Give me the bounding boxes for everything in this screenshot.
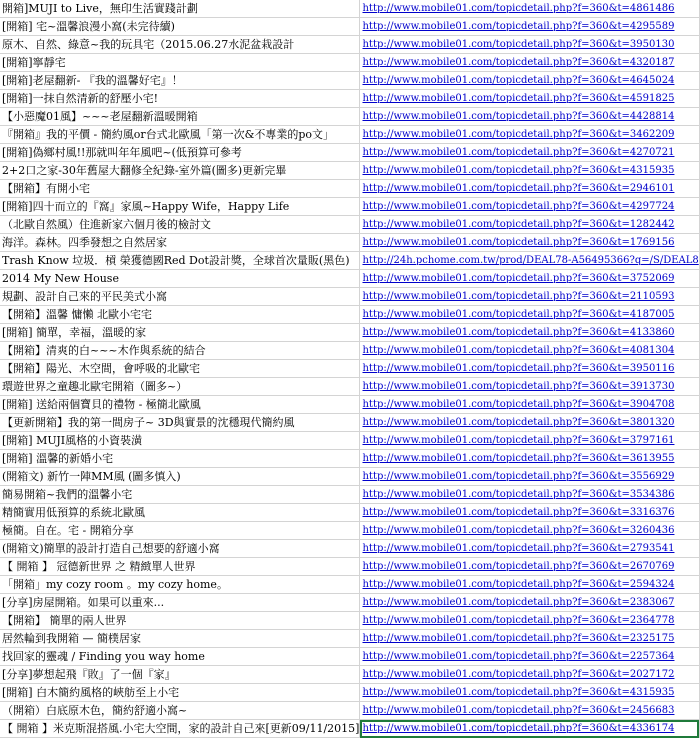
title-cell[interactable]: 2+2口之家-30年舊屋大翻修全紀錄-室外篇(圖多)更新完畢 bbox=[0, 162, 360, 180]
title-cell[interactable]: 極簡。自在。宅 - 開箱分享 bbox=[0, 522, 360, 540]
table-row bbox=[0, 450, 699, 468]
url-link-cell[interactable]: http://www.mobile01.com/topicdetail.php?f=360&t=3316376 bbox=[360, 504, 699, 522]
table-row bbox=[0, 198, 699, 216]
table-row bbox=[0, 36, 699, 54]
title-cell[interactable]: 開箱]MUJI to Live，無印生活實踐計劃 bbox=[0, 0, 360, 18]
table-row bbox=[0, 306, 699, 324]
url-link-cell[interactable]: http://www.mobile01.com/topicdetail.php?f=360&t=2110593 bbox=[360, 288, 699, 306]
title-cell[interactable]: [開箱] 溫馨的新婚小宅 bbox=[0, 450, 360, 468]
url-link-cell[interactable]: http://www.mobile01.com/topicdetail.php?f=360&t=2027172 bbox=[360, 666, 699, 684]
url-link-cell[interactable]: http://www.mobile01.com/topicdetail.php?f=360&t=4315935 bbox=[360, 162, 699, 180]
table-row bbox=[0, 144, 699, 162]
url-link-cell[interactable]: http://www.mobile01.com/topicdetail.php?f=360&t=3797161 bbox=[360, 432, 699, 450]
table-row bbox=[0, 90, 699, 108]
url-link-cell[interactable]: http://www.mobile01.com/topicdetail.php?f=360&t=3904708 bbox=[360, 396, 699, 414]
url-link-cell[interactable]: http://www.mobile01.com/topicdetail.php?f=360&t=3462209 bbox=[360, 126, 699, 144]
table-row bbox=[0, 180, 699, 198]
title-cell[interactable]: 【開箱】清爽的白~~~木作與系統的結合 bbox=[0, 342, 360, 360]
title-cell[interactable]: [開箱]老屋翻新- 『我的溫馨好宅』！ bbox=[0, 72, 360, 90]
title-cell[interactable]: 居然輪到我開箱 — 簡樸居家 bbox=[0, 630, 360, 648]
table-row bbox=[0, 18, 699, 36]
url-link-cell[interactable]: http://24h.pchome.com.tw/prod/DEAL78-A56495366?q=/S/DEAL8 bbox=[360, 252, 699, 270]
table-row bbox=[0, 252, 699, 270]
title-cell[interactable]: [開箱] MUJI風格的小資裝潢 bbox=[0, 432, 360, 450]
table-row bbox=[0, 666, 699, 684]
table-row bbox=[0, 0, 699, 18]
title-cell[interactable]: 簡易開箱~我們的溫馨小宅 bbox=[0, 486, 360, 504]
table-row bbox=[0, 576, 699, 594]
title-cell[interactable]: 海洋。森林。四季發想之自然居家 bbox=[0, 234, 360, 252]
url-link-cell[interactable]: http://www.mobile01.com/topicdetail.php?f=360&t=4297724 bbox=[360, 198, 699, 216]
url-link-cell[interactable]: http://www.mobile01.com/topicdetail.php?f=360&t=4861486 bbox=[360, 0, 699, 18]
table-row bbox=[0, 288, 699, 306]
table-row bbox=[0, 216, 699, 234]
table-row bbox=[0, 54, 699, 72]
table-row bbox=[0, 378, 699, 396]
title-cell[interactable]: [開箱] 送給兩個寶貝的禮物 - 極簡北歐風 bbox=[0, 396, 360, 414]
url-link-cell[interactable]: http://www.mobile01.com/topicdetail.php?f=360&t=3534386 bbox=[360, 486, 699, 504]
table-row bbox=[0, 72, 699, 90]
table-row bbox=[0, 162, 699, 180]
table-row bbox=[0, 594, 699, 612]
url-link-cell[interactable]: http://www.mobile01.com/topicdetail.php?f=360&t=4315935 bbox=[360, 684, 699, 702]
url-link-cell[interactable]: http://www.mobile01.com/topicdetail.php?f=360&t=4270721 bbox=[360, 144, 699, 162]
title-cell[interactable]: [開箱] 宅~溫馨浪漫小窩(未完待續) bbox=[0, 18, 360, 36]
url-link-cell[interactable]: http://www.mobile01.com/topicdetail.php?f=360&t=2946101 bbox=[360, 180, 699, 198]
title-cell[interactable]: 【 開箱 】米克斯混搭風.小宅大空間，家的設計自己來[更新09/11/2015] bbox=[0, 720, 360, 738]
table-row bbox=[0, 396, 699, 414]
table-row bbox=[0, 630, 699, 648]
url-link-cell[interactable]: http://www.mobile01.com/topicdetail.php?f=360&t=4428814 bbox=[360, 108, 699, 126]
url-link-cell[interactable]: http://www.mobile01.com/topicdetail.php?f=360&t=3556929 bbox=[360, 468, 699, 486]
title-cell[interactable]: 【開箱】有開小宅 bbox=[0, 180, 360, 198]
table-row bbox=[0, 126, 699, 144]
table-row bbox=[0, 432, 699, 450]
title-cell[interactable]: 【開箱】 簡單的兩人世界 bbox=[0, 612, 360, 630]
url-link-cell[interactable]: http://www.mobile01.com/topicdetail.php?f=360&t=1282442 bbox=[360, 216, 699, 234]
url-link-cell[interactable]: http://www.mobile01.com/topicdetail.php?f=360&t=3913730 bbox=[360, 378, 699, 396]
table-row bbox=[0, 468, 699, 486]
title-cell[interactable]: 規劃、設計自己來的平民美式小窩 bbox=[0, 288, 360, 306]
table-row bbox=[0, 558, 699, 576]
title-cell[interactable]: [開箱] 白木簡約風格的峽舫至上小宅 bbox=[0, 684, 360, 702]
url-link-cell[interactable]: http://www.mobile01.com/topicdetail.php?f=360&t=2670769 bbox=[360, 558, 699, 576]
title-cell[interactable]: （開箱）白底原木色，簡約舒適小窩~ bbox=[0, 702, 360, 720]
table-row bbox=[0, 504, 699, 522]
title-cell[interactable]: (開箱文)簡單的設計打造自己想要的舒適小窩 bbox=[0, 540, 360, 558]
table-row bbox=[0, 540, 699, 558]
url-link-cell[interactable]: http://www.mobile01.com/topicdetail.php?f=360&t=1769156 bbox=[360, 234, 699, 252]
url-link-cell[interactable]: http://www.mobile01.com/topicdetail.php?f=360&t=3613955 bbox=[360, 450, 699, 468]
table-row bbox=[0, 414, 699, 432]
table-row bbox=[0, 522, 699, 540]
title-cell[interactable]: [開箱]四十而立的『窩』家風~Happy Wife，Happy Life bbox=[0, 198, 360, 216]
url-link-cell[interactable]: http://www.mobile01.com/topicdetail.php?f=360&t=4336174 bbox=[360, 720, 699, 738]
title-cell[interactable]: 【開箱】溫馨 慵懶 北歐小宅宅 bbox=[0, 306, 360, 324]
url-link-cell[interactable]: http://www.mobile01.com/topicdetail.php?f=360&t=4187005 bbox=[360, 306, 699, 324]
title-cell[interactable]: [開箱] 簡單，幸福，溫暖的家 bbox=[0, 324, 360, 342]
url-link-cell[interactable]: http://www.mobile01.com/topicdetail.php?f=360&t=3950130 bbox=[360, 36, 699, 54]
url-link-cell[interactable]: http://www.mobile01.com/topicdetail.php?f=360&t=2793541 bbox=[360, 540, 699, 558]
title-cell[interactable]: [開箱]偽鄉村風!!那就叫年年風吧~(低預算可參考 bbox=[0, 144, 360, 162]
url-link-cell[interactable]: http://www.mobile01.com/topicdetail.php?f=360&t=4295589 bbox=[360, 18, 699, 36]
url-link-cell[interactable]: http://www.mobile01.com/topicdetail.php?f=360&t=2257364 bbox=[360, 648, 699, 666]
table-row bbox=[0, 486, 699, 504]
url-link-cell[interactable]: http://www.mobile01.com/topicdetail.php?f=360&t=3950116 bbox=[360, 360, 699, 378]
title-cell[interactable]: 【 開箱 】 冠德新世界 之 精緻單人世界 bbox=[0, 558, 360, 576]
title-cell[interactable]: [開箱]寧靜宅 bbox=[0, 54, 360, 72]
table-row bbox=[0, 342, 699, 360]
table-row bbox=[0, 360, 699, 378]
table-row bbox=[0, 234, 699, 252]
title-cell[interactable]: 【開箱】陽光、木空間，會呼吸的北歐宅 bbox=[0, 360, 360, 378]
table-row bbox=[0, 648, 699, 666]
url-link-cell[interactable]: http://www.mobile01.com/topicdetail.php?f=360&t=2594324 bbox=[360, 576, 699, 594]
title-cell[interactable]: Trash Know 垃圾．槓 榮獲德國Red Dot設計獎，全球首次量販(黑色) bbox=[0, 252, 360, 270]
table-row bbox=[0, 108, 699, 126]
title-cell[interactable]: 『開箱』我的平價 - 簡約風or台式北歐風「第一次&不專業的po文」 bbox=[0, 126, 360, 144]
url-link-cell[interactable]: http://www.mobile01.com/topicdetail.php?f=360&t=3260436 bbox=[360, 522, 699, 540]
url-link-cell[interactable]: http://www.mobile01.com/topicdetail.php?f=360&t=3801320 bbox=[360, 414, 699, 432]
url-link-cell[interactable]: http://www.mobile01.com/topicdetail.php?f=360&t=4645024 bbox=[360, 72, 699, 90]
url-link-cell[interactable]: http://www.mobile01.com/topicdetail.php?f=360&t=3752069 bbox=[360, 270, 699, 288]
title-cell[interactable]: （北歐自然風）住進新家六個月後的檢討文 bbox=[0, 216, 360, 234]
title-cell[interactable]: 環遊世界之童趣北歐宅開箱（圖多~） bbox=[0, 378, 360, 396]
url-link-cell[interactable]: http://www.mobile01.com/topicdetail.php?f=360&t=4320187 bbox=[360, 54, 699, 72]
table-row bbox=[0, 324, 699, 342]
title-cell[interactable]: 找回家的靈魂 / Finding you way home bbox=[0, 648, 360, 666]
url-link-cell[interactable]: http://www.mobile01.com/topicdetail.php?f=360&t=2325175 bbox=[360, 630, 699, 648]
title-cell[interactable]: 精簡實用低預算的系統北歐風 bbox=[0, 504, 360, 522]
url-link-cell[interactable]: http://www.mobile01.com/topicdetail.php?f=360&t=2364778 bbox=[360, 612, 699, 630]
table-row bbox=[0, 270, 699, 288]
title-cell[interactable]: [分享]房屋開箱。如果可以重來... bbox=[0, 594, 360, 612]
url-link-cell[interactable]: http://www.mobile01.com/topicdetail.php?f=360&t=4081304 bbox=[360, 342, 699, 360]
title-cell[interactable]: 【小惡魔01風】~~~老屋翻新溫暖開箱 bbox=[0, 108, 360, 126]
url-link-cell[interactable]: http://www.mobile01.com/topicdetail.php?f=360&t=4591825 bbox=[360, 90, 699, 108]
table-row bbox=[0, 684, 699, 702]
table-row bbox=[0, 702, 699, 720]
url-link-cell[interactable]: http://www.mobile01.com/topicdetail.php?f=360&t=4133860 bbox=[360, 324, 699, 342]
url-link-cell[interactable]: http://www.mobile01.com/topicdetail.php?f=360&t=2383067 bbox=[360, 594, 699, 612]
title-cell[interactable]: 原木、自然、綠意~我的玩具宅（2015.06.27水泥盆栽設計 bbox=[0, 36, 360, 54]
title-cell[interactable]: 【更新開箱】我的第一間房子~ 3D與實景的沈穩現代簡約風 bbox=[0, 414, 360, 432]
title-cell[interactable]: (開箱文) 新竹一陣MM風 (圖多慎入) bbox=[0, 468, 360, 486]
table-row bbox=[0, 720, 699, 738]
title-cell[interactable]: [開箱]一抹自然清新的舒壓小宅! bbox=[0, 90, 360, 108]
title-cell[interactable]: 「開箱」my cozy room 。my cozy home。 bbox=[0, 576, 360, 594]
title-cell[interactable]: 2014 My New House bbox=[0, 270, 360, 288]
title-cell[interactable]: [分享]夢想起飛『敗』了一個『家』 bbox=[0, 666, 360, 684]
url-link-cell[interactable]: http://www.mobile01.com/topicdetail.php?f=360&t=2456683 bbox=[360, 702, 699, 720]
table-row bbox=[0, 612, 699, 630]
